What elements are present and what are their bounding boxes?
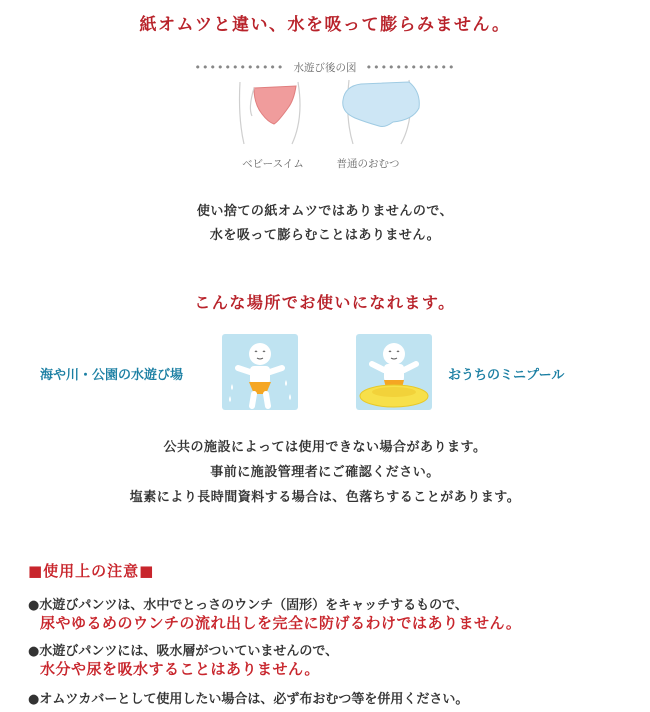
label-baby-swim: ベビースイム (242, 158, 304, 170)
caution-item-3-text: ●オムツカバーとして使用したい場合は、必ず布おむつ等を併用ください。 (28, 692, 469, 707)
caution-item-2-emphasis: 水分や尿を吸水することはありません。 (40, 660, 320, 678)
baby-splashing-icon (222, 334, 298, 410)
label-normal-diaper: 普通のおむつ (336, 158, 400, 170)
outdoor-water-play-tile (222, 334, 298, 410)
place-label-outdoor: 海や川・公園の水遊び場 (40, 368, 184, 383)
notice-line-1: 公共の施設によっては使用できない場合があります。 (163, 440, 487, 455)
figure-caption-row (0, 56, 650, 72)
headline: 紙オムツと違い、水を吸って膨らみません。 (139, 15, 511, 35)
baby-in-pool-icon (356, 334, 432, 410)
places-heading: こんな場所でお使いになれます。 (194, 293, 456, 312)
caution-item-1-emphasis: 尿やゆるめのウンチの流れ出しを完全に防げるわけではありません。 (40, 614, 522, 632)
caution-item-1-text: ●水遊びパンツは、水中でとっさのウンチ（固形）をキャッチするもので、 (28, 598, 468, 613)
intro-line-1: 使い捨ての紙オムツではありませんので、 (196, 204, 454, 219)
dotted-leader-right: •••••••••••• (365, 61, 456, 74)
normal-diaper-icon (343, 80, 420, 144)
intro-line-2: 水を吸って膨らむことはありません。 (209, 228, 441, 243)
baby-swim-diaper-icon (240, 82, 301, 144)
dotted-leader-left: •••••••••••• (194, 61, 285, 74)
caution-item-2-text: ●水遊びパンツには、吸水層がついていませんので、 (28, 644, 339, 659)
place-label-home: おうちのミニプール (448, 368, 565, 383)
notice-line-2: 事前に施設管理者にご確認ください。 (210, 465, 440, 480)
home-pool-tile (356, 334, 432, 410)
caution-title: ■使用上の注意■ (28, 562, 155, 580)
notice-line-3: 塩素により長時間資料する場合は、色落ちすることがあります。 (129, 490, 521, 505)
diaper-comparison-illustration (230, 78, 420, 150)
figure-caption: 水遊び後の図 (293, 62, 357, 74)
